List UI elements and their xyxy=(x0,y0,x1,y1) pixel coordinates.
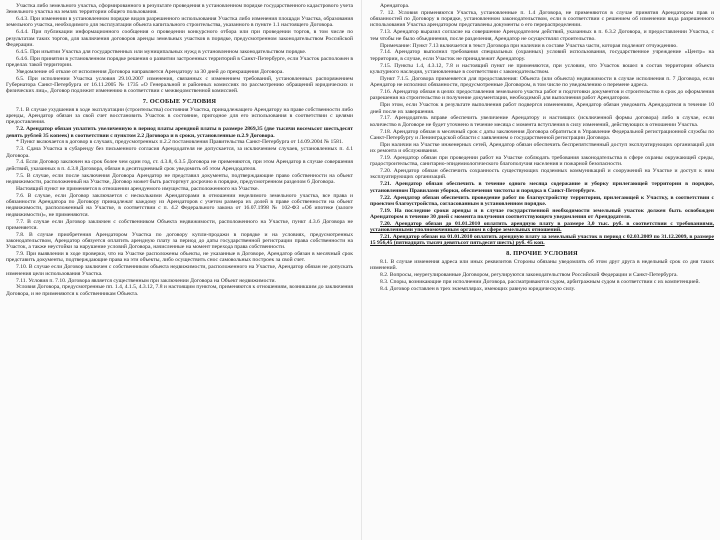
paragraph: При этом, если Участок в результате выполнения работ подвергся изменениям, Арендатор обязан уведомить Арендодателя в течение 10 дней после их завершения. xyxy=(370,102,714,115)
paragraph: Примечание: Пункт 7.13 включается в текст Договора при наличии в составе Участка части, которая подлежит отчуждению. xyxy=(380,42,678,49)
paragraph: 7.17. Арендодатель вправе обеспечить увеличение Арендатору и настоящих (исключенной формы договора) либо в случае, если количество в Договоре не будет уточнено в течение месяца с момента вступления в силу изменений, действующих в отношении Участка. xyxy=(370,115,714,128)
paragraph: 6.4.6. При принятии в установленном порядке решения о развитии застроенных территорий в Санкт-Петербурге, если Участок расположен в пределах такой территории. xyxy=(6,55,353,69)
paragraph: При наличии на Участке инженерных сетей, Арендатор обязан обеспечить беспрепятственный доступ эксплуатирующих организаций для их ремонта и обслуживания. xyxy=(370,141,714,155)
paragraph: 7.5. В случае, если после заключения Договора Арендатор не представил документы, подтверждающие право собственности на объект недвижимости, расположенный на Участке, Договор может быть расторгнут досрочно в порядке, предусмотренном разделом 6 Договора. xyxy=(6,172,353,185)
paragraph: 7.2. Арендатор обязан уплатить увеличенную в период платы арендной платы в размере 2869,35 (две тысячи восемьсот шестьдесят девять рублей 35 копеек) в соответствии с пунктом 2.2 Договора и в сроки, установленные п.2.9 Договора. xyxy=(6,126,353,139)
paragraph: 7.13. Арендатор выразил согласие на совершение Арендодателем действий, указанных в п. 6.3.2 Договора, и предоставлении Участка, с тем чтобы не было объединения, после разделения, Арендатор не осуществлял строительство. xyxy=(370,29,714,42)
paragraph: 7.1. В случае ухудшения в ходе эксплуатации (строительства) состояния Участка, принадлежащего Арендатору на праве собственности либо аренды, Арендатор обязан за свой счет восстановить Участок в состояние, пригодное для его использования в соответствии с целями предоставления. xyxy=(6,106,353,126)
paragraph: Участка либо земельного участка, сформированного в результате проведения в установленном порядке государственного кадастрового учета Земельного участка на землях территории общего пользования. xyxy=(6,3,353,16)
paragraph: 7.21. Арендатор обязан обеспечить в течение одного месяца содержание и уборку прилегающей территории в порядке, установленном Правилами уборки, обеспечения чистоты и порядка в Санкт-Петербурге. xyxy=(370,181,714,194)
paragraph: 7.19. На последние сроки аренды и в случае государственной необходимости земельный участок должен быть освобожден Арендатором в течение 30 дней с момента получения соответствующего уведомления от Арендодателя. xyxy=(370,207,714,220)
paragraph: 7.6. В случае, если Договор заключается с несколькими Арендаторами в отношении неделимого земельного участка, все права и обязанности Арендатора по Договору принадлежат каждому из Арендаторов с учетом размера их долей в праве собственности на объект недвижимости, расположенный на Участке, в соответствии с п. 4.2 Федерального закона от 16.07.1998 № 102-ФЗ «Об ипотеке (залоге недвижимости)», не применяются. xyxy=(6,192,353,218)
paragraph: Уведомление об отказе от исполнения Договора направляется Арендатору за 30 дней до прекращения Договора. xyxy=(16,68,284,75)
paragraph: 7.8. В случае приобретения Арендатором Участка по договору купли-продажи в порядке и на условиях, предусмотренных законодательством, Арендатор обязуется оплатить арендную плату за период до даты государственной регистрации права собственности на Участок, а также неустойки за нарушение условий Договора, начисленные на момент перехода права собственности. xyxy=(6,231,353,251)
paragraph: 7.22. Арендатор обязан обеспечить проведение работ по благоустройству территории, прилегающей к Участку, в соответствии с проектом благоустройства, согласованным в установленном порядке. xyxy=(370,194,714,207)
paragraph: 6.4.3. При изменении в установленном порядке видов разрешенного использования Участка либо изменения площади Участка, образования земельного участка, необходимого для эксплуатации объекта капитального строительства, указанного в пункте 1.1 настоящего Договора. xyxy=(6,16,353,29)
column-divider xyxy=(361,0,362,540)
section-heading: 8. ПРОЧИЕ УСЛОВИЯ xyxy=(506,249,578,257)
paragraph: * Пункт включается в договор в случаях, предусмотренных п.2.2 постановления Правительства Санкт-Петербурга от 14.09.2004 № 1581. xyxy=(16,139,344,146)
paragraph: 7.7. В случае если Договор заключен с собственником Объекта недвижимости, расположенного на Участке, пункт 4.3.6 Договора не применяется. xyxy=(6,218,353,231)
paragraph: 7.20. Арендатор обязан обеспечить сохранность существующих подземных коммуникаций и сооружений на Участке и доступ к ним эксплуатирующих организаций. xyxy=(370,168,714,181)
paragraph: 7.20. Арендатор обязан до 01.01.2010 оплатить арендную плату в размере 3,0 тыс. руб. в соответствии с требованиями, установленными уполномоченным органом в сфере земельных отношений. xyxy=(370,220,714,234)
paragraph: Условия Договора, предусмотренные пп. 1.4, 4.1.5, 4.3.12, 7.8 и настоящим пунктом, применяются к отношениям, возникшим до заключения Договора, и не применяются к собственникам Объекта. xyxy=(6,284,353,297)
paragraph: 7.9. При выявлении в ходе проверки, что на Участке расположены объекты, не указанные в Договоре, Арендатор обязан в месячный срок представить документы, подтверждающие права на эти объекты, либо осуществить снос самовольных построек за свой счет. xyxy=(6,251,353,264)
paragraph: 7.14. Арендатор выполнил требования специальных (охранных) условий использования, государственное учреждение «Центр» на территории, в случае, если Участок не принадлежит Арендатору. xyxy=(370,49,714,62)
right-column xyxy=(370,3,714,538)
paragraph: 7.15. Пункты 1.4, 4.3.12, 7.8 и настоящий пункт не применяются, при условии, что Участок вошел в состав территории объекта культурного наследия, установленные в соответствии с законодательством. xyxy=(370,62,714,75)
paragraph: 7.16. Арендатор обязан в целях предоставления земельного участка работ и подготовки документов и строительство в срок до оформления разрешения на строительство и получение документации, необходимой для выполнения работ Арендатором. xyxy=(370,89,714,102)
paragraph: Настоящий пункт не применяется в отношении арендуемого имущества, расположенного на Участке. xyxy=(16,185,259,192)
paragraph: 8.1. В случае изменения адреса или иных реквизитов Стороны обязаны уведомлять об этом друг друга в недельный срок со дня таких изменений. xyxy=(370,258,714,271)
paragraph: 7.4. Если Договор заключен на срок более чем один год, ст. 4.3.8, 6.3.5 Договора не применяются, при этом Арендатор в случае совершения действий, указанных в п. 4.3.8 Договора, обязан в десятидневный срок уведомить об этом Арендодателя. xyxy=(6,159,353,172)
paragraph: Арендатора. xyxy=(380,3,410,9)
paragraph: 7.19. Арендатор обязан при проведении работ на Участке соблюдать требования законодательства в сфере охраны окружающей среды, градостроительства, санитарно-эпидемиологического благополучия населения и пожарной безопасности. xyxy=(370,154,714,168)
paragraph: 7. 12. Условия применяются Участка, установленные п. 1.4 Договора, не применяются в случае принятия Арендатором прав и обязанностей по Договору в порядке, установленном законодательством, если в соответствии с решением об изменении вида разрешенного использования Участка арендатором представлены документы о его перераспределении. xyxy=(370,9,714,29)
paragraph: 7.21. Арендатор обязан на 01.01.2010 оплатить арендную плату за земельный участок в период с 02.03.2009 по 31.12.2009, в размере 15 956,45 (пятнадцать тысяч девятьсот пятьдесят шесть) руб. 45 коп. xyxy=(370,234,714,247)
paragraph: Пункт 7.1.5. Договора применяется для предоставления: Объекта (или объекта) недвижимости в случае исполнения п. 7 Договора, если Арендатор не исполнил обязанности, предусмотренные Договором, в том числе по уведомлению о перемене адреса. xyxy=(370,75,714,89)
paragraph: 6.4.5. При изъятии Участка для государственных или муниципальных нужд в установленном законодательством порядке. xyxy=(16,48,307,55)
section-heading: 7. ОСОБЫЕ УСЛОВИЯ xyxy=(142,97,217,105)
paragraph: 8.4. Договор составлен в трех экземплярах, имеющих равную юридическую силу. xyxy=(380,285,576,292)
paragraph: 7.10. В случае если Договор заключен с собственником объекта недвижимости, расположенного на Участке, Арендатор обязан не допускать изменения цели использования Участка. xyxy=(6,264,353,277)
paragraph: 6.5. При исполнении Участка условия 29.10.2007 изменения, связанных с изменением требований, установленных распоряжением Губернатора Санкт-Петербурга от 16.11.2005 № 1735 «О Генеральной и районных комиссиях по рассмотрению обращений юридических и физических лиц», Договор подлежит изменению в соответствии с межведомственной комиссией. xyxy=(6,75,353,95)
paragraph: 7.3. Сдача Участка в субаренду без письменного согласия Арендодателя не допускается, за исключением случаев, установленных п. 4.1 Договора. xyxy=(6,146,353,159)
paragraph: 8.3. Споры, возникающие при исполнении Договора, рассматриваются судом, арбитражным судом в соответствии с их компетенцией. xyxy=(380,278,700,285)
paragraph: 7.11. Условия п. 7.10. Договора является существенным при заключении Договора на Объект недвижимости. xyxy=(16,277,276,284)
paragraph: 8.2. Вопросы, неурегулированные Договором, регулируются законодательством Российской Федерации и Санкт-Петербурга. xyxy=(380,271,678,278)
left-column xyxy=(6,3,353,538)
paragraph: 6.4.4. При публикации информационного сообщения о проведении конкурсного отбора или при проведении торгов, в том числе по результатам таких торгов, для заключения договоров аренды земельных участков в порядке, предусмотренном законодательством Российской Федерации. xyxy=(6,29,353,48)
paragraph: 7.18. Арендатор обязан в месячный срок с даты заключения Договора обратиться в Управление Федеральной регистрационной службы по Санкт-Петербургу и Ленинградской области с заявлением о государственной регистрации Договора. xyxy=(370,128,714,141)
